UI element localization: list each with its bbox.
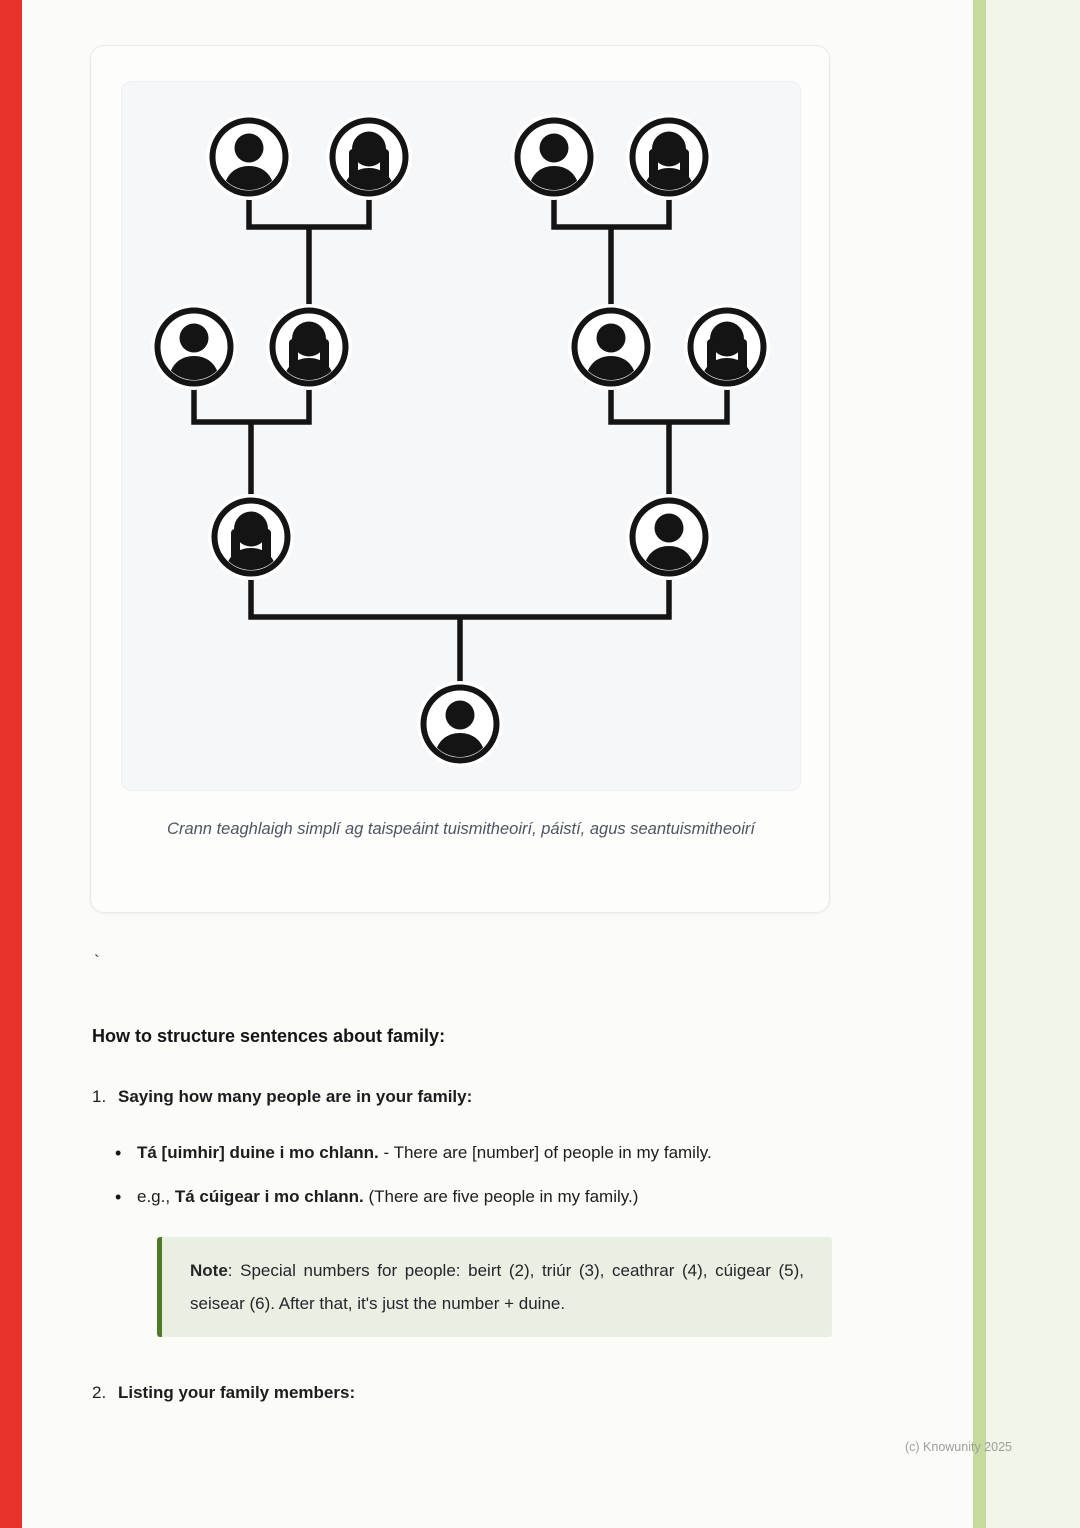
green-edge-band [973,0,986,1528]
bullet-item [137,1181,804,1213]
section-heading: How to structure sentences about family: [92,1026,446,1046]
grandmother-right-female-person-icon [626,114,712,200]
tree-connector-lines [194,157,727,724]
father-male-person-icon [626,494,712,580]
green-edge-area [986,0,1080,1528]
family-tree-svg [122,82,801,791]
parent-right-husband-male-person-icon [568,304,654,390]
parent-left-husband-male-person-icon [151,304,237,390]
grandmother-left-female-person-icon [326,114,412,200]
parent-left-wife-female-person-icon [266,304,352,390]
parent-right-wife-female-person-icon [684,304,770,390]
bullet-bold-phrase: Tá cúigear i mo chlann. [174,1187,364,1206]
copyright-watermark: (c) Knowunity 2025 [904,1440,1012,1454]
bullet-item [137,1137,804,1169]
child-male-person-icon [417,681,503,767]
note-callout [157,1237,832,1337]
red-edge-bar [0,0,22,1528]
mother-female-person-icon [208,494,294,580]
list-item-2 [92,1381,832,1405]
bullet-prefix: e.g., [137,1187,175,1206]
bullet-text: (There are five people in my family.) [363,1187,639,1206]
bullet-text: - There are [number] of people in my family. [378,1143,712,1162]
content-area [92,1026,832,1405]
list-item-title: Listing your family members: [118,1383,356,1402]
grandfather-left-male-person-icon [206,114,292,200]
bullet-bold-phrase: Tá [uimhir] duine i mo chlann. [137,1143,379,1162]
family-tree-panel [121,81,801,791]
list-item-1 [92,1085,832,1109]
stray-backtick: ` [94,952,100,971]
bullet-list [92,1137,832,1213]
note-label: Note [190,1261,228,1280]
grandfather-right-male-person-icon [511,114,597,200]
list-number: 1. [92,1087,107,1106]
figure-caption: Crann teaghlaigh simplí ag taispeáint tuismitheoirí, páistí, agus seantuismitheoirí [167,820,755,838]
list-number: 2. [92,1383,107,1402]
note-text: : Special numbers for people: beirt (2), triúr (3), ceathrar (4), cúigear (5), seisear (6). After that, it's just the number + duine. [190,1261,804,1313]
family-tree-figure [90,45,830,913]
list-item-title: Saying how many people are in your family: [118,1087,473,1106]
